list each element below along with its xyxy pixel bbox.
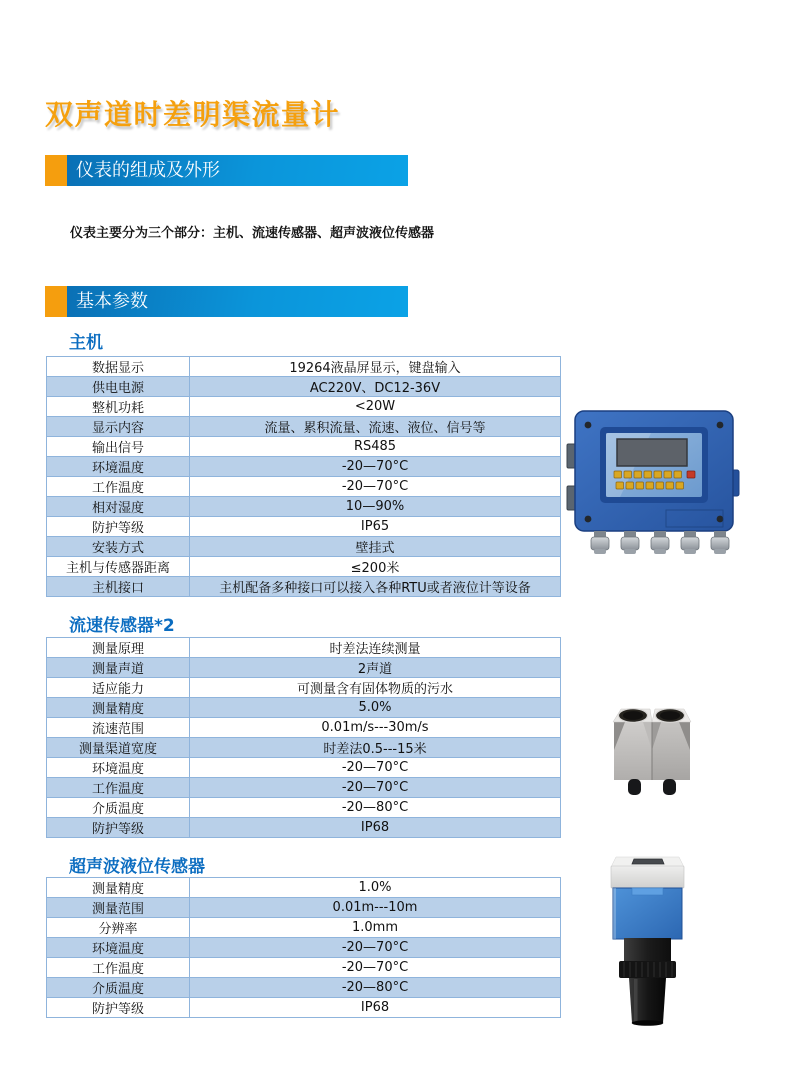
intro-text: 仪表主要分为三个部分：主机、流速传感器、超声波液位传感器 (70, 226, 435, 241)
spec-value-cell: 0.01m---10m (190, 898, 561, 918)
spec-value-cell: -20—80°C (190, 798, 561, 818)
table-row (47, 517, 561, 537)
spec-label-cell: 测量精度 (47, 698, 190, 718)
table-row (47, 738, 561, 758)
table-row (47, 818, 561, 838)
table-row (47, 958, 561, 978)
spec-label-cell: 测量渠道宽度 (47, 738, 190, 758)
section-banner-composition (45, 155, 408, 186)
spec-value-cell: 10—90% (190, 497, 561, 517)
banner-accent-block (45, 155, 67, 186)
spec-label-cell: 分辨率 (47, 918, 190, 938)
spec-value-cell: -20—70°C (190, 477, 561, 497)
level-sensor-spec-table (46, 877, 561, 1018)
spec-value-cell: IP68 (190, 998, 561, 1018)
spec-value-cell: 主机配备多种接口可以接入各种RTU或者液位计等设备 (190, 577, 561, 597)
table-row (47, 497, 561, 517)
spec-label-cell: 相对湿度 (47, 497, 190, 517)
table-row (47, 918, 561, 938)
heading-main-unit: 主机 (69, 333, 103, 353)
table-row (47, 938, 561, 958)
section-banner-basic-params (45, 286, 408, 317)
table-row (47, 557, 561, 577)
spec-value-cell: -20—70°C (190, 778, 561, 798)
spec-label-cell: 测量原理 (47, 638, 190, 658)
velocity-sensor-photo (600, 700, 710, 800)
spec-label-cell: 测量范围 (47, 898, 190, 918)
table-row (47, 658, 561, 678)
spec-label-cell: 环境温度 (47, 938, 190, 958)
spec-value-cell: 1.0% (190, 878, 561, 898)
table-row (47, 638, 561, 658)
spec-value-cell: -20—70°C (190, 758, 561, 778)
spec-value-cell: 5.0% (190, 698, 561, 718)
main-unit-photo (563, 398, 745, 563)
table-row (47, 457, 561, 477)
heading-level-sensor: 超声波液位传感器 (69, 857, 205, 877)
spec-label-cell: 安装方式 (47, 537, 190, 557)
table-row (47, 798, 561, 818)
spec-label-cell: 工作温度 (47, 778, 190, 798)
spec-label-cell: 适应能力 (47, 678, 190, 698)
table-row (47, 718, 561, 738)
spec-value-cell: RS485 (190, 437, 561, 457)
spec-value-cell: AC220V、DC12-36V (190, 377, 561, 397)
table-row (47, 537, 561, 557)
spec-value-cell: IP65 (190, 517, 561, 537)
spec-value-cell: 2声道 (190, 658, 561, 678)
spec-label-cell: 测量精度 (47, 878, 190, 898)
table-row (47, 477, 561, 497)
velocity-sensor-spec-table (46, 637, 561, 838)
spec-value-cell: 流量、累积流量、流速、液位、信号等 (190, 417, 561, 437)
spec-value-cell: -20—70°C (190, 938, 561, 958)
table-row (47, 758, 561, 778)
spec-value-cell: 时差法0.5---15米 (190, 738, 561, 758)
spec-label-cell: 工作温度 (47, 477, 190, 497)
spec-label-cell: 测量声道 (47, 658, 190, 678)
spec-label-cell: 防护等级 (47, 998, 190, 1018)
spec-label-cell: 介质温度 (47, 798, 190, 818)
spec-label-cell: 供电电源 (47, 377, 190, 397)
spec-label-cell: 显示内容 (47, 417, 190, 437)
table-row (47, 698, 561, 718)
table-row (47, 437, 561, 457)
spec-value-cell: -20—80°C (190, 978, 561, 998)
page-title: 双声道时差明渠流量计 (45, 98, 341, 131)
spec-label-cell: 环境温度 (47, 758, 190, 778)
table-row (47, 878, 561, 898)
spec-label-cell: 整机功耗 (47, 397, 190, 417)
spec-label-cell: 环境温度 (47, 457, 190, 477)
banner-label: 仪表的组成及外形 (67, 155, 408, 186)
table-row (47, 898, 561, 918)
table-row (47, 397, 561, 417)
spec-value-cell: 1.0mm (190, 918, 561, 938)
table-row (47, 417, 561, 437)
spec-value-cell: <20W (190, 397, 561, 417)
table-row (47, 577, 561, 597)
spec-value-cell: 0.01m/s---30m/s (190, 718, 561, 738)
table-row (47, 678, 561, 698)
table-row (47, 357, 561, 377)
spec-label-cell: 防护等级 (47, 818, 190, 838)
spec-label-cell: 防护等级 (47, 517, 190, 537)
spec-label-cell: 工作温度 (47, 958, 190, 978)
spec-value-cell: 19264液晶屏显示，键盘输入 (190, 357, 561, 377)
spec-label-cell: 主机接口 (47, 577, 190, 597)
table-row (47, 998, 561, 1018)
spec-value-cell: IP68 (190, 818, 561, 838)
table-row (47, 377, 561, 397)
level-sensor-photo (595, 853, 705, 1033)
banner-label: 基本参数 (67, 286, 408, 317)
spec-label-cell: 流速范围 (47, 718, 190, 738)
spec-value-cell: -20—70°C (190, 457, 561, 477)
spec-value-cell: 壁挂式 (190, 537, 561, 557)
spec-label-cell: 输出信号 (47, 437, 190, 457)
spec-value-cell: -20—70°C (190, 958, 561, 978)
table-row (47, 778, 561, 798)
spec-label-cell: 介质温度 (47, 978, 190, 998)
heading-velocity-sensor: 流速传感器*2 (69, 616, 175, 636)
main-unit-spec-table (46, 356, 561, 597)
spec-label-cell: 数据显示 (47, 357, 190, 377)
spec-value-cell: 时差法连续测量 (190, 638, 561, 658)
spec-value-cell: 可测量含有固体物质的污水 (190, 678, 561, 698)
spec-label-cell: 主机与传感器距离 (47, 557, 190, 577)
banner-accent-block (45, 286, 67, 317)
spec-value-cell: ≤200米 (190, 557, 561, 577)
table-row (47, 978, 561, 998)
